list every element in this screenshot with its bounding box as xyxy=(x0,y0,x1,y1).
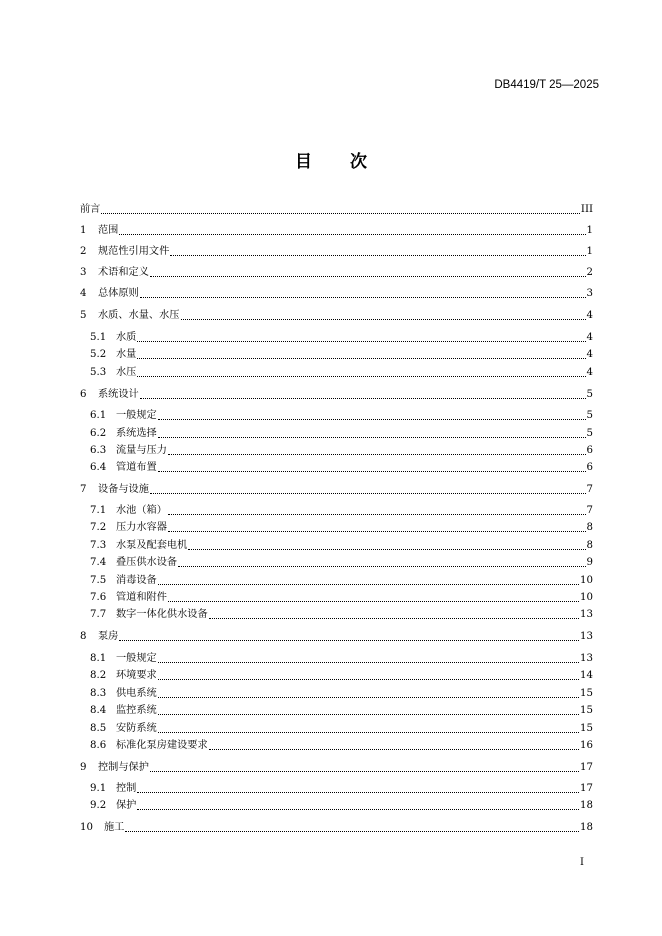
dot-leader xyxy=(168,514,586,515)
dot-leader xyxy=(158,584,579,585)
toc-entry-label: 数字一体化供水设备 xyxy=(116,609,208,620)
dot-leader xyxy=(158,471,586,472)
toc-entry-label: 控制 xyxy=(116,783,137,794)
toc-entry-label: 术语和定义 xyxy=(98,267,149,278)
toc-entry-page: 4 xyxy=(586,367,593,378)
toc-entry-number: 6 xyxy=(80,389,87,400)
toc-entry[interactable] xyxy=(80,203,593,217)
toc-entry-label: 一般规定 xyxy=(116,410,157,421)
toc-entry-label: 水质、水量、水压 xyxy=(98,310,180,321)
toc-entry[interactable] xyxy=(80,266,593,280)
toc-entry-number: 5 xyxy=(80,310,87,321)
toc-entry-label: 保护 xyxy=(116,800,137,811)
toc-entry[interactable] xyxy=(80,388,593,402)
toc-entry[interactable] xyxy=(90,574,593,588)
toc-entry[interactable] xyxy=(90,739,593,753)
toc-entry[interactable] xyxy=(90,704,593,718)
toc-entry-page: 18 xyxy=(580,800,593,811)
dot-leader xyxy=(137,376,585,377)
toc-entry-page: 5 xyxy=(586,389,593,400)
toc-entry-number: 8.1 xyxy=(90,653,107,664)
toc-entry-label: 泵房 xyxy=(98,631,119,642)
dot-leader xyxy=(170,255,585,256)
toc-entry-number: 7.7 xyxy=(90,609,107,620)
toc-entry-page: 1 xyxy=(586,225,593,236)
dot-leader xyxy=(150,493,586,494)
toc-entry-label: 控制与保护 xyxy=(98,762,149,773)
toc-entry-label: 水量 xyxy=(116,349,137,360)
toc-entry-label: 管道和附件 xyxy=(116,592,167,603)
toc-entry-number: 7.4 xyxy=(90,557,107,568)
dot-leader xyxy=(158,419,586,420)
dot-leader xyxy=(137,792,579,793)
toc-entry-number: 6.2 xyxy=(90,428,107,439)
toc-entry-label: 叠压供水设备 xyxy=(116,557,178,568)
toc-entry[interactable] xyxy=(90,539,593,553)
dot-leader xyxy=(137,341,585,342)
toc-entry-number: 9 xyxy=(80,762,87,773)
toc-entry[interactable] xyxy=(80,287,593,301)
dot-leader xyxy=(209,618,579,619)
toc-entry[interactable] xyxy=(90,782,593,796)
toc-entry-page: 6 xyxy=(586,462,593,473)
toc-entry-page: 4 xyxy=(586,310,593,321)
toc-entry[interactable] xyxy=(90,652,593,666)
dot-leader xyxy=(158,662,579,663)
dot-leader xyxy=(158,732,579,733)
dot-leader xyxy=(101,213,580,214)
toc-entry[interactable] xyxy=(90,409,593,423)
dot-leader xyxy=(178,566,585,567)
toc-entry-number: 9.1 xyxy=(90,783,107,794)
dot-leader xyxy=(158,714,579,715)
toc-entry-page: 10 xyxy=(580,592,593,603)
toc-entry-page: 15 xyxy=(580,688,593,699)
toc-entry-number: 6.1 xyxy=(90,410,107,421)
toc-entry-number: 4 xyxy=(80,288,87,299)
toc-entry-label: 系统设计 xyxy=(98,389,139,400)
dot-leader xyxy=(181,319,586,320)
toc-entry-number: 9.2 xyxy=(90,800,107,811)
toc-entry-label: 标准化泵房建设要求 xyxy=(116,740,208,751)
toc-entry-number: 7.1 xyxy=(90,505,107,516)
toc-entry-number: 8 xyxy=(80,631,87,642)
toc-entry-number: 5.3 xyxy=(90,367,107,378)
toc-entry-number: 7.6 xyxy=(90,592,107,603)
toc-entry-label: 环境要求 xyxy=(116,670,157,681)
toc-entry-page: 3 xyxy=(586,288,593,299)
toc-entry[interactable] xyxy=(80,761,593,775)
toc-entry-page: 14 xyxy=(580,670,593,681)
toc-entry-number: 3 xyxy=(80,267,87,278)
toc-entry-page: 15 xyxy=(580,723,593,734)
toc-entry[interactable] xyxy=(90,504,593,518)
toc-entry-page: 17 xyxy=(580,783,593,794)
toc-entry[interactable] xyxy=(90,444,593,458)
toc-entry-page: 16 xyxy=(580,740,593,751)
toc-entry-label: 供电系统 xyxy=(116,688,157,699)
toc-entry-number: 2 xyxy=(80,246,87,257)
toc-entry[interactable] xyxy=(80,630,593,644)
toc-entry-page: 18 xyxy=(580,822,593,833)
dot-leader xyxy=(125,831,579,832)
toc-entry-page: 8 xyxy=(586,522,593,533)
toc-entry-page: 5 xyxy=(586,410,593,421)
toc-entry-label: 水池（箱） xyxy=(116,505,167,516)
toc-entry-page: 9 xyxy=(586,557,593,568)
toc-entry[interactable] xyxy=(90,722,593,736)
toc-entry-page: 6 xyxy=(586,445,593,456)
toc-entry-page: 17 xyxy=(580,762,593,773)
toc-entry-label: 范围 xyxy=(98,225,119,236)
toc-entry-page: 5 xyxy=(586,428,593,439)
toc-entry[interactable] xyxy=(90,521,593,535)
page-title: 目次 xyxy=(295,152,405,172)
dot-leader xyxy=(188,549,585,550)
toc-entry-page: 7 xyxy=(586,505,593,516)
toc-entry-page: 15 xyxy=(580,705,593,716)
toc-entry-number: 7.5 xyxy=(90,575,107,586)
toc-entry-number: 5.1 xyxy=(90,332,107,343)
toc-entry-page: 13 xyxy=(580,653,593,664)
dot-leader xyxy=(158,697,579,698)
dot-leader xyxy=(158,679,579,680)
toc-entry-label: 安防系统 xyxy=(116,723,157,734)
toc-entry-label: 前言 xyxy=(80,204,101,215)
dot-leader xyxy=(168,531,586,532)
toc-entry[interactable] xyxy=(80,224,593,238)
toc-entry[interactable] xyxy=(90,331,593,345)
toc-entry-page: 10 xyxy=(580,575,593,586)
dot-leader xyxy=(168,601,579,602)
toc-entry-label: 水质 xyxy=(116,332,137,343)
toc-entry-page: 1 xyxy=(586,246,593,257)
toc-entry-label: 压力水容器 xyxy=(116,522,167,533)
toc-entry-page: 4 xyxy=(586,332,593,343)
toc-entry-page: III xyxy=(580,204,593,215)
toc-entry[interactable] xyxy=(80,821,593,835)
toc-entry-label: 监控系统 xyxy=(116,705,157,716)
toc-entry-number: 8.2 xyxy=(90,670,107,681)
toc-entry-number: 8.6 xyxy=(90,740,107,751)
toc-entry[interactable] xyxy=(90,799,593,813)
toc-entry-label: 规范性引用文件 xyxy=(98,246,170,257)
toc-entry-number: 8.3 xyxy=(90,688,107,699)
toc-entry-label: 设备与设施 xyxy=(98,484,149,495)
toc-entry[interactable] xyxy=(90,348,593,362)
toc-entry-page: 2 xyxy=(586,267,593,278)
toc-entry-page: 13 xyxy=(580,609,593,620)
dot-leader xyxy=(119,234,585,235)
toc-entry-page: 13 xyxy=(580,631,593,642)
toc-entry-label: 施工 xyxy=(104,822,125,833)
toc-entry[interactable] xyxy=(90,608,593,622)
toc-entry[interactable] xyxy=(90,427,593,441)
page-number: I xyxy=(580,857,584,868)
toc-entry[interactable] xyxy=(80,245,593,259)
toc-entry-number: 7.2 xyxy=(90,522,107,533)
toc-entry-label: 流量与压力 xyxy=(116,445,167,456)
toc-entry[interactable] xyxy=(90,556,593,570)
toc-entry-number: 8.5 xyxy=(90,723,107,734)
toc-entry-label: 管道布置 xyxy=(116,462,157,473)
toc-entry-number: 6.4 xyxy=(90,462,107,473)
toc-entry[interactable] xyxy=(90,687,593,701)
dot-leader xyxy=(137,809,579,810)
toc-entry-number: 10 xyxy=(80,822,93,833)
toc-entry[interactable] xyxy=(90,591,593,605)
toc-entry-page: 8 xyxy=(586,540,593,551)
toc-entry[interactable] xyxy=(80,483,593,497)
dot-leader xyxy=(150,771,579,772)
toc-entry-label: 水压 xyxy=(116,367,137,378)
toc-entry-number: 6.3 xyxy=(90,445,107,456)
toc-entry[interactable] xyxy=(90,461,593,475)
dot-leader xyxy=(137,358,585,359)
dot-leader xyxy=(119,640,579,641)
toc-entry-label: 一般规定 xyxy=(116,653,157,664)
dot-leader xyxy=(140,297,586,298)
toc-entry-number: 8.4 xyxy=(90,705,107,716)
toc-entry[interactable] xyxy=(90,669,593,683)
toc-entry-number: 1 xyxy=(80,225,87,236)
toc-entry[interactable] xyxy=(90,366,593,380)
toc-entry-number: 7 xyxy=(80,484,87,495)
dot-leader xyxy=(150,276,586,277)
toc-entry-page: 7 xyxy=(586,484,593,495)
toc-entry-label: 总体原则 xyxy=(98,288,139,299)
toc-entry-number: 7.3 xyxy=(90,540,107,551)
dot-leader xyxy=(158,437,586,438)
toc-entry-label: 消毒设备 xyxy=(116,575,157,586)
dot-leader xyxy=(140,398,586,399)
toc-entry[interactable] xyxy=(80,309,593,323)
toc-entry-label: 系统选择 xyxy=(116,428,157,439)
toc-entry-number: 5.2 xyxy=(90,349,107,360)
dot-leader xyxy=(168,454,586,455)
toc-entry-page: 4 xyxy=(586,349,593,360)
document-code: DB4419/T 25—2025 xyxy=(494,79,599,91)
toc-entry-label: 水泵及配套电机 xyxy=(116,540,188,551)
dot-leader xyxy=(209,749,579,750)
